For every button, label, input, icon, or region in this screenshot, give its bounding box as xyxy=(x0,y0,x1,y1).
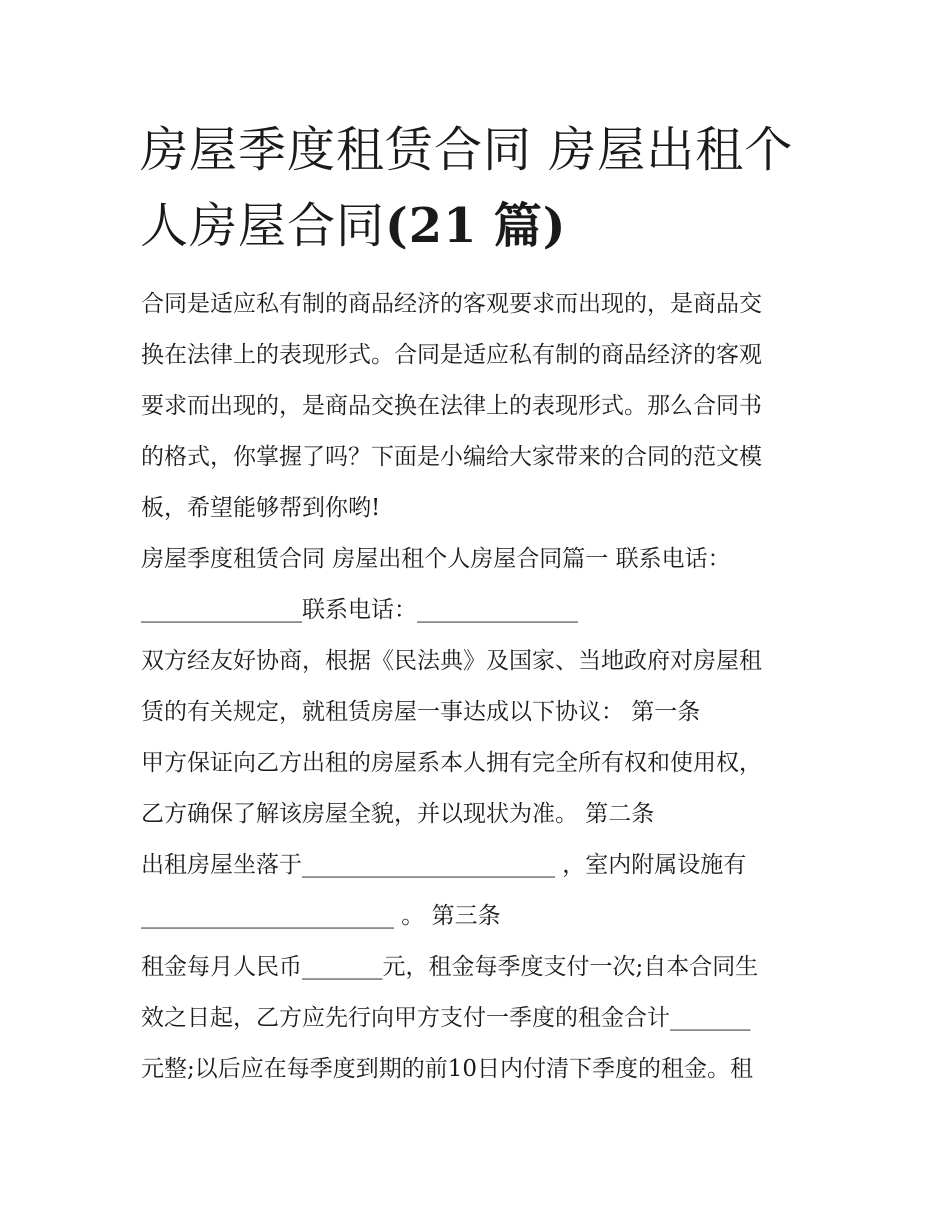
title-line-1: 房屋季度租赁合同 房屋出租个 xyxy=(140,122,794,178)
body-line: 板，希望能够帮到你哟! xyxy=(141,495,381,521)
title-line-2-suffix: 篇) xyxy=(493,198,567,254)
body-line: 甲方保证向乙方出租的房屋系本人拥有完全所有权和使用权， xyxy=(141,750,762,776)
body-line: 元整;以后应在每季度到期的前10日内付清下季度的租金。租 xyxy=(141,1056,754,1082)
body-line: 租金每月人民币_______元，租金每季度支付一次;自本合同生 xyxy=(141,954,759,980)
body-line: 出租房屋坐落于______________________ ，室内附属设施有 xyxy=(141,852,747,878)
body-line: 换在法律上的表现形式。合同是适应私有制的商品经济的客观 xyxy=(141,342,762,368)
title-line-2-space xyxy=(478,198,494,254)
body-line: ______________________ 。 第三条 xyxy=(141,903,501,929)
body-line: 合同是适应私有制的商品经济的客观要求而出现的，是商品交 xyxy=(141,291,762,317)
body-line: 要求而出现的，是商品交换在法律上的表现形式。那么合同书 xyxy=(141,393,762,419)
document-body xyxy=(141,279,821,1095)
body-line: 双方经友好协商，根据《民法典》及国家、当地政府对房屋租 xyxy=(141,648,762,674)
body-line: 效之日起，乙方应先行向甲方支付一季度的租金合计_______ xyxy=(141,1005,751,1031)
document-title xyxy=(140,112,830,264)
title-line-2 xyxy=(140,188,830,264)
body-line: 的格式，你掌握了吗？下面是小编给大家带来的合同的范文模 xyxy=(141,444,762,470)
body-line: 房屋季度租赁合同 房屋出租个人房屋合同篇一 联系电话： xyxy=(141,546,731,572)
body-line: ______________联系电话：______________ xyxy=(141,597,578,623)
title-line-2-prefix: 人房屋合同 xyxy=(140,198,386,254)
title-line-2-count: (21 xyxy=(385,198,478,254)
body-line: 赁的有关规定，就租赁房屋一事达成以下协议： 第一条 xyxy=(141,699,701,725)
body-line: 乙方确保了解该房屋全貌，并以现状为准。 第二条 xyxy=(141,801,655,827)
